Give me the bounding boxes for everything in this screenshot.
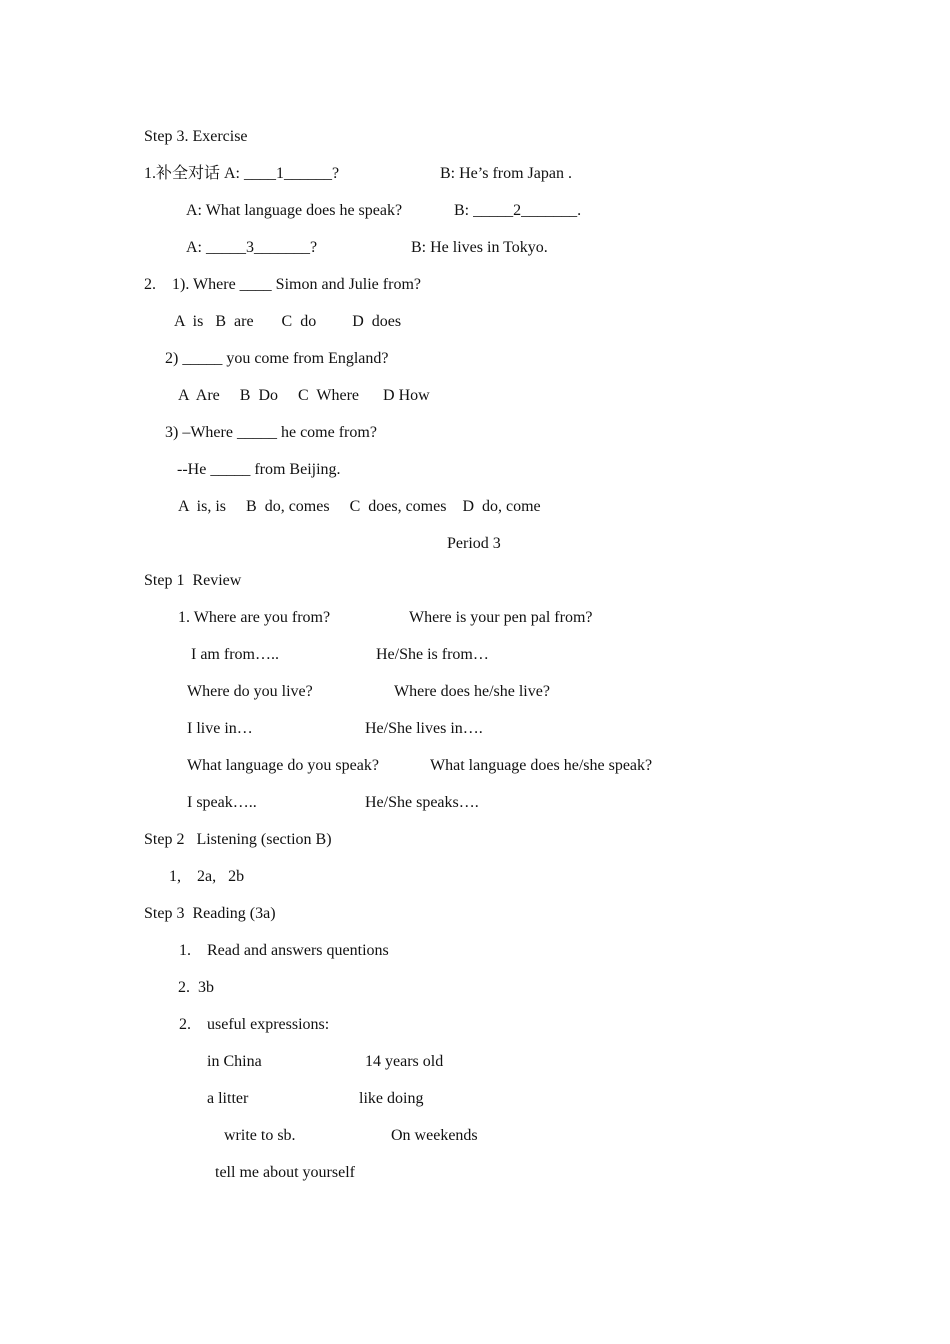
review-left: I am from….. xyxy=(191,646,279,663)
q2-item1: 2. 1). Where ____ Simon and Julie from? xyxy=(144,276,421,293)
expression-left: write to sb. xyxy=(224,1127,296,1144)
step3-item3: 2. useful expressions: xyxy=(179,1016,330,1033)
q2-options2: A Are B Do C Where D How xyxy=(178,387,430,404)
review-left: 1. Where are you from? xyxy=(178,609,331,626)
expression-right: 14 years old xyxy=(365,1053,444,1070)
step2-item: 1, 2a, 2b xyxy=(169,868,245,885)
expression-left: tell me about yourself xyxy=(215,1164,355,1181)
q2-item2: 2) _____ you come from England? xyxy=(165,350,389,367)
step2-heading: Step 2 Listening (section B) xyxy=(144,831,332,848)
q2-options1: A is B are C do D does xyxy=(174,313,402,330)
review-right: He/She speaks…. xyxy=(365,794,479,811)
review-left: Where do you live? xyxy=(187,683,313,700)
step1-heading: Step 1 Review xyxy=(144,572,242,589)
period-title: Period 3 xyxy=(447,535,501,552)
q2-item3-reply: --He _____ from Beijing. xyxy=(177,461,341,478)
review-right: He/She lives in…. xyxy=(365,720,483,737)
q1-b1: B: He’s from Japan . xyxy=(440,165,572,182)
exercise-heading: Step 3. Exercise xyxy=(144,128,248,145)
review-right: What language does he/she speak? xyxy=(430,757,653,774)
q1-a2: A: What language does he speak? xyxy=(186,202,403,219)
review-right: Where is your pen pal from? xyxy=(409,609,593,626)
q1-a3: A: _____3_______? xyxy=(186,239,318,256)
step3-item2: 2. 3b xyxy=(178,979,214,996)
q1-b3: B: He lives in Tokyo. xyxy=(411,239,548,256)
expression-left: in China xyxy=(207,1053,262,1070)
expression-left: a litter xyxy=(207,1090,249,1107)
review-left: I speak….. xyxy=(187,794,257,811)
review-right: He/She is from… xyxy=(376,646,489,663)
review-right: Where does he/she live? xyxy=(394,683,550,700)
step3-item1: 1. Read and answers quentions xyxy=(179,942,389,959)
q2-options3: A is, is B do, comes C does, comes D do, come xyxy=(178,498,541,515)
review-left: I live in… xyxy=(187,720,253,737)
q1-prompt: 1.补全对话 A: ____1______? xyxy=(144,165,340,182)
q1-b2: B: _____2_______. xyxy=(454,202,582,219)
expression-right: On weekends xyxy=(391,1127,478,1144)
review-left: What language do you speak? xyxy=(187,757,379,774)
step3-heading: Step 3 Reading (3a) xyxy=(144,905,276,922)
expression-right: like doing xyxy=(359,1090,424,1107)
q2-item3: 3) –Where _____ he come from? xyxy=(165,424,377,441)
